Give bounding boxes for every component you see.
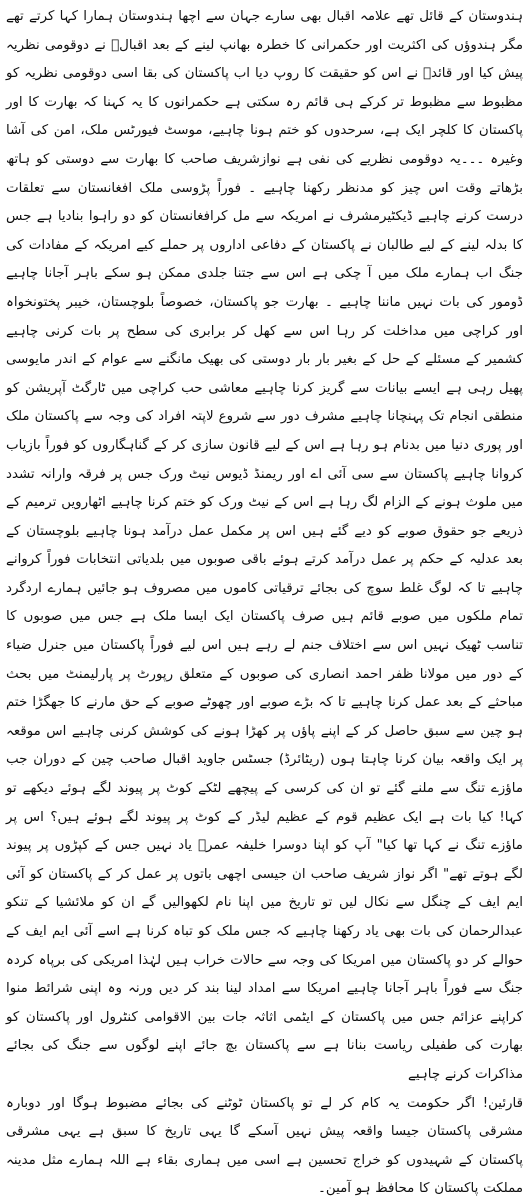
closing-paragraph: قارئین! اگر حکومت یہ کام کر لے تو پاکستان ٹوٹنے کی بجائے مضبوط ہوگا اور دوبارہ مشرقی پاکستان جیسا واقعہ پیش نہیں آسکے گا یہی تاریخ کا سبق ہے یہی مشرقی پاکستان کے شہیدوں کو خراج تحسین ہے اسی میں ہماری بقاء ہے اللہ ہمارے مثل مدینہ مملکت پاکستان کا محافظ ہو آمین۔ xyxy=(6,1095,523,1197)
article-column xyxy=(6,3,523,1204)
article-paragraph: ہندوستان کے قائل تھے علامہ اقبال بھی سارے جہان سے اچھا ہندوستان ہمارا کہا کرتے تھے مگر ہندوؤں کی اکثریت اور حکمرانی کا خطرہ بھانپ لینے کے بعد اقبالؒ نے دوقومی نظریہ پیش کیا اور قائدؒ نے اس کو حقیقت کا روپ دیا اب پاکستان کی بقا اسی دوقومی نظریہ کو مظبوط سے مظبوط تر کرکے ہی قائم رہ سکتی ہے حکمرانوں کا یہ کہنا کہ بھارت کا اور پاکستان کا کلچر ایک ہے، سرحدوں کو ختم ہونا چاہیے، موسٹ فیورٹس ملک، امن کی آشا وغیرہ ۔۔۔یہ دوقومی نظریے کی نفی ہے نوازشریف صاحب کا بھارت سے دوستی کو ہاتھ بڑھاتے وقت اس چیز کو مدنظر رکھنا چاہیے ۔ فوراً پڑوسی ملک افغانستان سے تعلقات درست کرنے چاہیے ڈیکٹیرمشرف نے امریکہ سے مل کرافغانستان کو دو راہوا بنادیا ہے جس کا بدلہ لینے کے لیے طالبان نے پاکستان کے دفاعی اداروں پر حملے کیے امریکہ کے مفادات کی جنگ اب ہمارے ملک میں آ چکی ہے اس سے جتنا جلدی ممکن ہو سکے باہر آجانا چاہیے ڈومور کی بات نہیں ماننا چاہیے ۔ بھارت جو پاکستان، خصوصاً بلوچستان، خیبر پختونخواہ اور کراچی میں مداخلت کر رہا اس سے کھل کر برابری کی سطح پر بات کرنی چاہیے کشمیر کے مسئلے کے حل کے بغیر بار بار دوستی کی بھیک مانگنے سے عوام کے اندر مایوسی پھیل رہی ہے ایسے بیانات سے گریز کرنا چاہیے معاشی حب کراچی میں ٹارگٹ آپریشن کو منطقی انجام تک پہنچانا چاہیے مشرف دور سے شروع لاپتہ افراد کی وجہ سے پاکستان ملک اور پوری دنیا میں بدنام ہو رہا ہے اس کے لیے قانون سازی کر کے گناہگاروں کو فوراً بازیاب کروانا چاہیے پاکستان سے سی آئی اے اور ریمنڈ ڈیوس نیٹ ورک جس پر فرقہ وارانہ تشدد میں ملوث ہونے کے الزام لگ رہا ہے اس کے نیٹ ورک کو ختم کرنا چاہیے اٹھارویں ترمیم کے ذریعے جو حقوق صوبے کو دیے گئے ہیں اس پر مکمل عمل درآمد ہونا چاہیے بلوچستان کے بعد عدلیہ کے حکم پر عمل درآمد کرتے ہوئے باقی صوبوں میں بلدیاتی انتخابات فوراً کروانے چاہیے تا کہ لوگ غلط سوچ کی بجائے ترقیاتی کاموں میں مصروف ہو جائیں ہمارے اردگرد تمام ملکوں میں صوبے قائم ہیں صرف پاکستان ایک ایسا ملک ہے جس میں صوبوں کا تناسب ٹھیک نہیں اس سے اختلاف جنم لے رہے ہیں اس لیے فوراً پاکستان میں جنرل ضیاء کے دور میں مولانا ظفر احمد انصاری کی صوبوں کے متعلق رپورٹ پر پارلیمنٹ میں بحث مباحثے کے بعد عمل کرنا چاہیے تا کہ بڑے صوبے اور چھوٹے صوبے کے حق مارنے کا جھگڑا ختم ہو چین سے سبق حاصل کر کے اپنے پاؤں پر کھڑا ہونے کی کوشش کرنی چاہیے اس موقعہ پر ایک واقعہ بیان کرنا چاہتا ہوں (ریٹائرڈ) جسٹس جاوید اقبال صاحب چین کے دوران جب ماؤزے تنگ سے ملنے گئے تو ان کی کرسی کے پیچھے لٹکے کوٹ پر پیوند لگے ہوئے دیکھے تو کہا! کیا بات ہے ایک عظیم قوم کے عظیم لیڈر کے کوٹ پر پیوند لگے ہوئے ہیں؟ اس پر ماؤزے تنگ نے کہا تھا کیا" آپ کو اپنا دوسرا خلیفہ عمرؓ یاد نہیں جس کے کپڑوں پر پیوند لگے ہوتے تھے" اگر نواز شریف صاحب ان جیسی اچھی باتوں پر عمل کر کے پاکستان کو آئی ایم ایف کے چنگل سے نکال لیں تو تاریخ میں اپنا نام لکھوالیں گے ان کو ملائشیا کے تنکو عبدالرحمان کی بات بھی یاد رکھنا چاہیے کہ جس ملک کو تباہ کرنا ہے اسے آئی ایم ایف کے حوالے کر دو پاکستان میں امریکا کی وجہ سے حالات خراب ہیں لہٰذا امریکی کی برپاہ کردہ جنگ سے فوراً باہر آجانا چاہیے امریکا سے امداد لینا بند کر دیں ورنہ وہ اپنی شرائط منوا کراپنے عزائم جس میں پاکستان کے ایٹمی اثاثہ جات بین الاقوامی کنٹرول اور پاکستان کو بھارت کی طفیلی ریاست بنانا ہے سے پاکستان بچ جائے اپنے لوگوں سے جنگ کی بجائے مذاکرات کرنے چاہیے xyxy=(6,9,523,1082)
